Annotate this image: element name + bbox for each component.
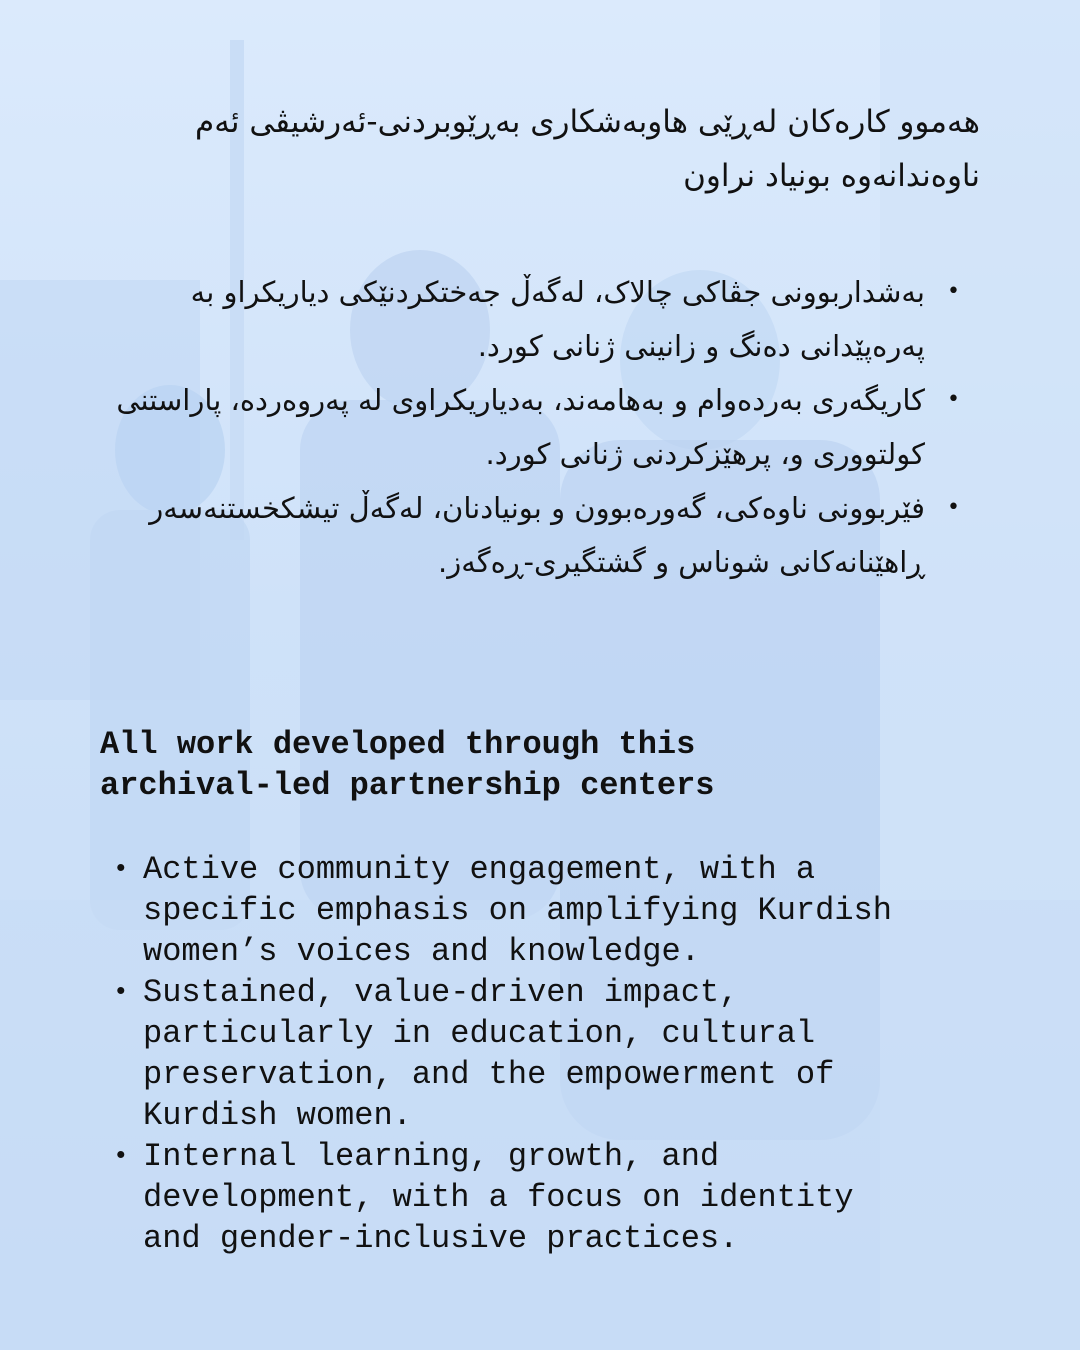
bullet-icon: • bbox=[113, 977, 129, 1007]
list-item bbox=[113, 849, 903, 972]
kurdish-bullet-list bbox=[100, 265, 980, 589]
english-section bbox=[100, 724, 980, 1259]
kurdish-section bbox=[100, 95, 980, 589]
bullet-icon: • bbox=[947, 279, 960, 304]
list-item-text: Internal learning, growth, and development, with a focus on identity and gender-inclusive practices. bbox=[143, 1138, 854, 1257]
list-item bbox=[100, 373, 960, 481]
list-item-text: Sustained, value-driven impact, particularly in education, cultural preservation, and the empowerment of Kurdish women. bbox=[143, 974, 835, 1134]
kurdish-heading: هەموو کارەکان لەڕێی هاوبەشکاری بەڕێوبردنی-ئەرشیڤی ئەم ناوەندانەوە بونیاد نراون bbox=[195, 104, 980, 194]
list-item-text: فێربوونی ناوەکی، گەورەبوون و بونیادنان، لەگەڵ تیشکخستنەسەر ڕاهێنانەکانی شوناس و گشتگیری-ڕەگەز. bbox=[149, 491, 925, 579]
bullet-icon: • bbox=[947, 495, 960, 520]
list-item-text: بەشداربوونی جڤاکی چالاک، لەگەڵ جەختکردنێکی دیاریکراو بە پەرەپێدانی دەنگ و زانینی ژنانی کورد. bbox=[190, 275, 925, 363]
list-item-text: Active community engagement, with a specific emphasis on amplifying Kurdish women’s voices and knowledge. bbox=[143, 851, 892, 970]
list-item bbox=[100, 481, 960, 589]
list-item bbox=[113, 1136, 903, 1259]
bullet-icon: • bbox=[113, 1141, 129, 1171]
list-item-text: کاریگەری بەردەوام و بەهامەند، بەدیاریکراوی لە پەروەردە، پاراستنی کولتووری و، پرهێزکردنی ژنانی کورد. bbox=[116, 383, 925, 471]
bullet-icon: • bbox=[113, 854, 129, 884]
bullet-icon: • bbox=[947, 387, 960, 412]
english-bullet-list bbox=[100, 849, 980, 1259]
english-heading: All work developed through this archival-led partnership centers bbox=[100, 726, 715, 804]
list-item bbox=[100, 265, 960, 373]
list-item bbox=[113, 972, 903, 1136]
